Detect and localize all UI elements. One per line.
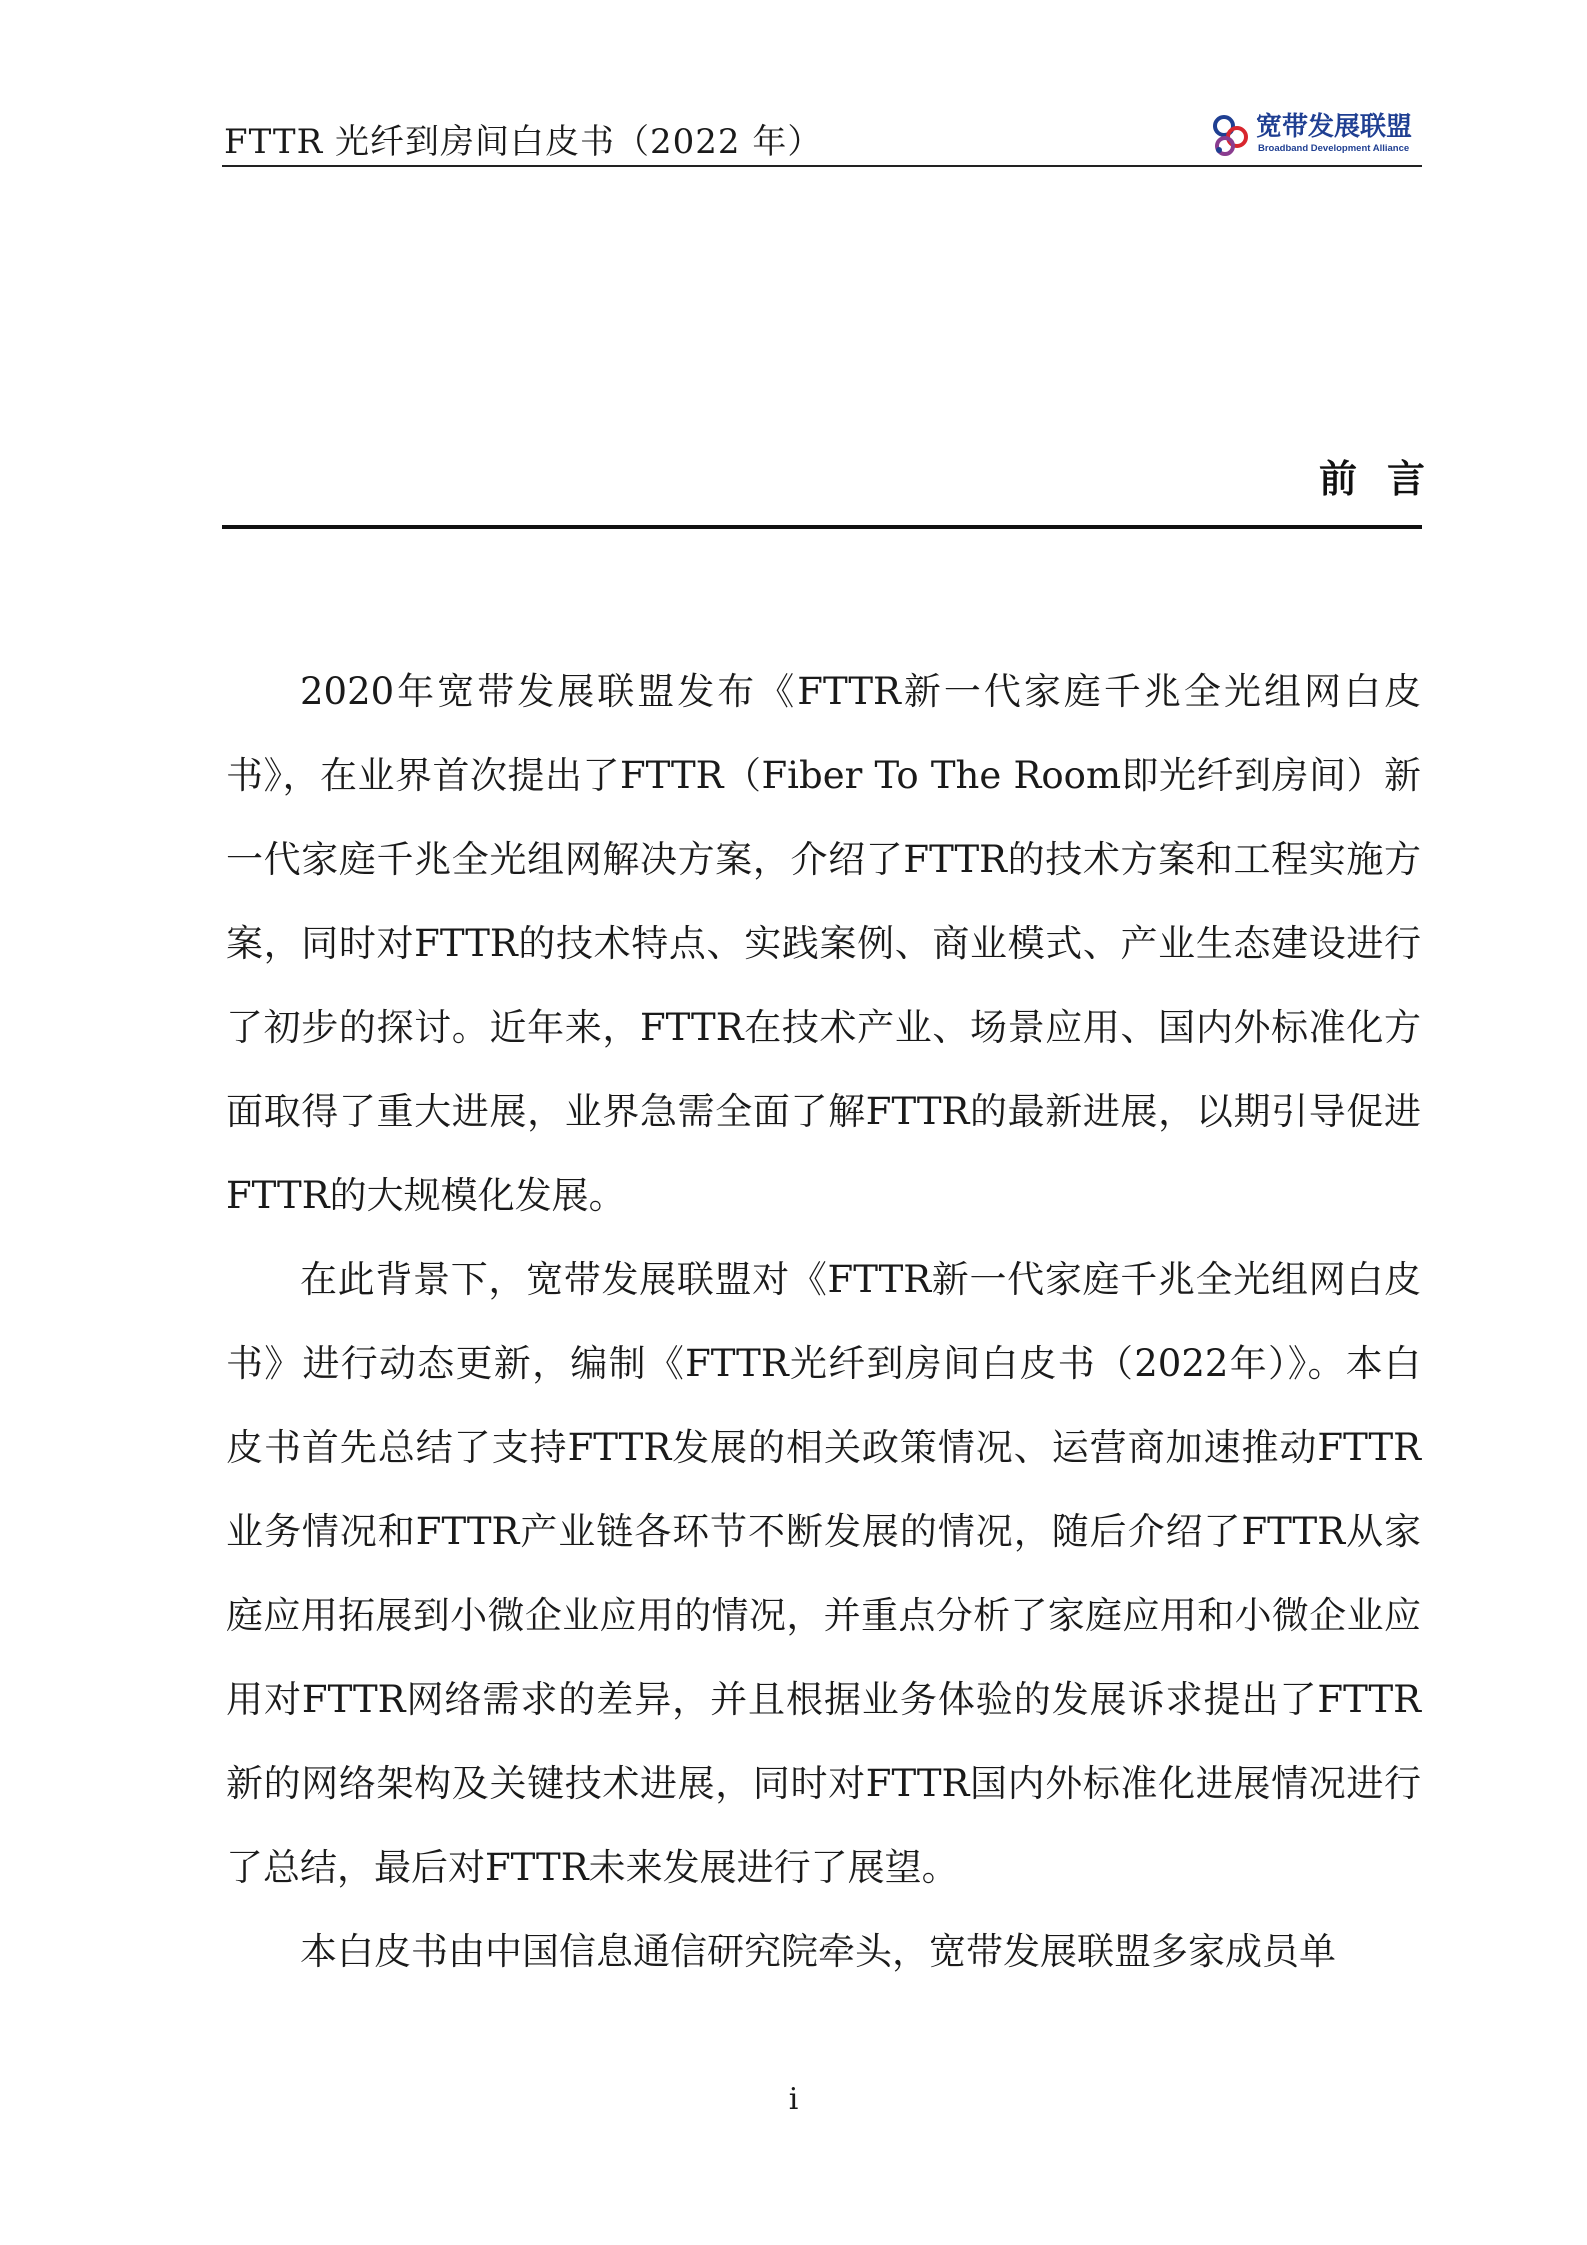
paragraph-1: 2020年宽带发展联盟发布《FTTR新一代家庭千兆全光组网白皮书》，在业界首次提出了FTTR（Fiber To The Room即光纤到房间）新一代家庭千兆全光组网解决方案，介绍了FTTR的技术方案和工程实施方案，同时对FTTR的技术特点、实践案例、商业模式、产业生态建设进行了初步的探讨。近年来，FTTR在技术产业、场景应用、国内外标准化方面取得了重大进展，业界急需全面了解FTTR的最新进展，以期引导促进FTTR的大规模化发展。 xyxy=(226,670,1421,1217)
page-number: i xyxy=(788,2082,799,2117)
document-title: FTTR 光纤到房间白皮书（2022 年） xyxy=(224,122,823,162)
page-header xyxy=(222,108,1422,164)
section-divider xyxy=(222,525,1422,529)
logo-name-en: Broadband Development Alliance xyxy=(1258,143,1410,154)
paragraph-3: 本白皮书由中国信息通信研究院牵头，宽带发展联盟多家成员单 xyxy=(300,1930,1336,1973)
logo-name-cn: 宽带发展联盟 xyxy=(1256,112,1413,142)
alliance-logo-icon xyxy=(1210,112,1254,158)
section-title: 前言 xyxy=(1318,457,1455,501)
alliance-logo xyxy=(1210,112,1422,158)
header-divider xyxy=(222,165,1422,167)
paragraph-2: 在此背景下，宽带发展联盟对《FTTR新一代家庭千兆全光组网白皮书》进行动态更新，编制《FTTR光纤到房间白皮书（2022年）》。本白皮书首先总结了支持FTTR发展的相关政策情况、运营商加速推动FTTR业务情况和FTTR产业链各环节不断发展的情况，随后介绍了FTTR从家庭应用拓展到小微企业应用的情况，并重点分析了家庭应用和小微企业应用对FTTR网络需求的差异，并且根据业务体验的发展诉求提出了FTTR新的网络架构及关键技术进展，同时对FTTR国内外标准化进展情况进行了总结，最后对FTTR未来发展进行了展望。 xyxy=(226,1258,1421,1889)
body-text xyxy=(226,650,1421,1994)
